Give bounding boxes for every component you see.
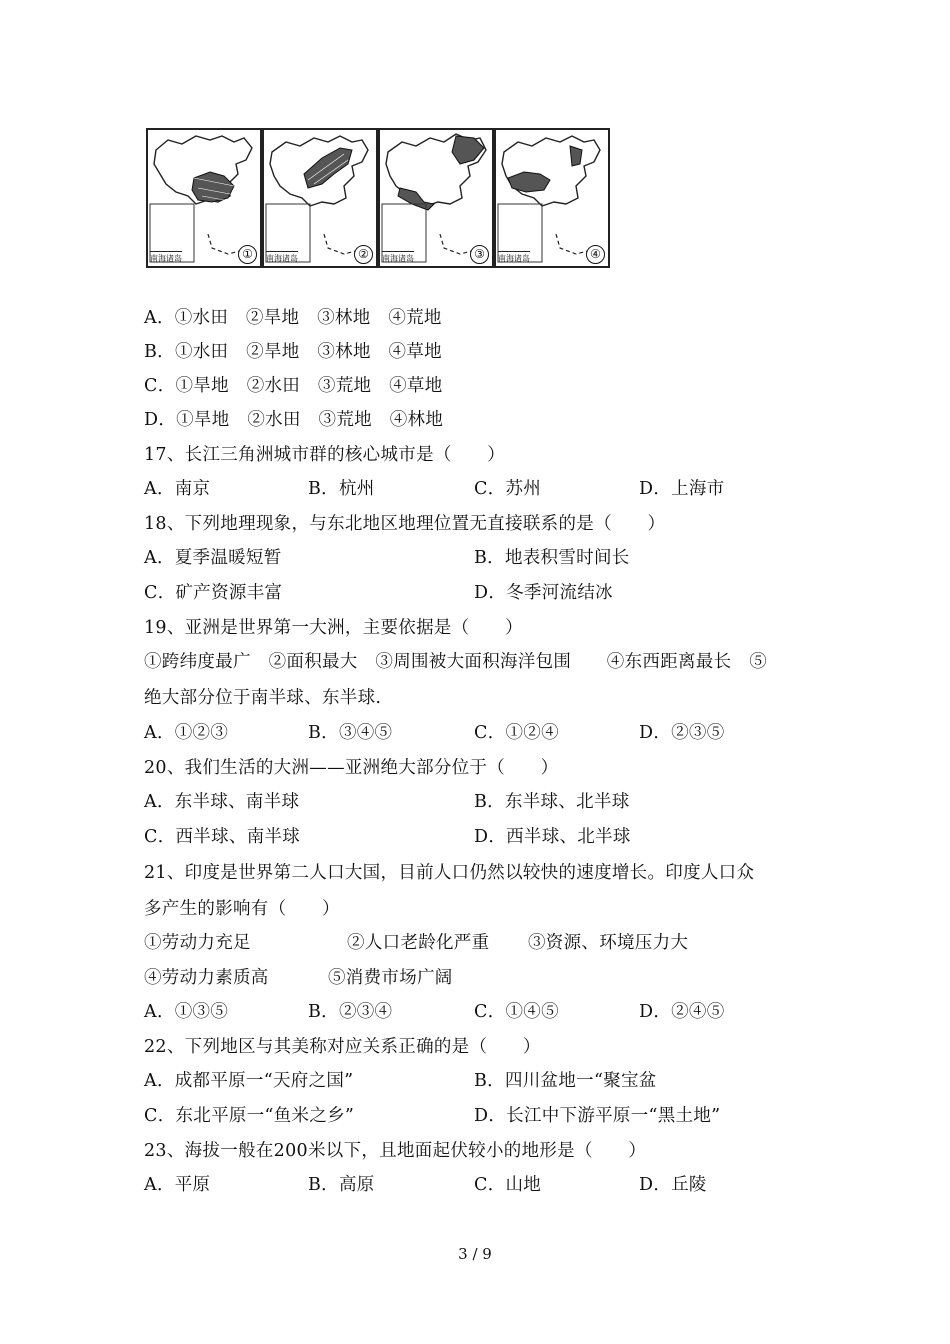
option-c: C．西半球、南半球 <box>144 827 301 847</box>
option-c: C．①④⑤ <box>474 1002 559 1022</box>
option-c: C．东北平原一“鱼米之乡” <box>144 1106 355 1126</box>
map-number: ② <box>354 245 373 264</box>
inset-label: 南海诸岛 <box>266 251 298 264</box>
option-c: C．①②④ <box>474 723 559 743</box>
map-2 <box>262 128 378 268</box>
option-d: D．西半球、北半球 <box>474 827 631 847</box>
q21-stem: 21、印度是世界第二人口大国，目前人口仍然以较快的速度增长。印度人口众 <box>144 863 755 883</box>
q16-option-c: C．①旱地 ②水田 ③荒地 ④草地 <box>144 376 443 396</box>
q16-option-d: D．①旱地 ②水田 ③荒地 ④林地 <box>144 410 444 430</box>
q22-stem: 22、下列地区与其美称对应关系正确的是（ ） <box>144 1037 541 1057</box>
q21-stem-cont: 多产生的影响有（ ） <box>144 899 340 919</box>
option-d: D．长江中下游平原一“黑土地” <box>474 1106 721 1126</box>
option-a: A．①③⑤ <box>144 1002 229 1022</box>
option-d: D．上海市 <box>639 479 725 499</box>
q16-option-b: B．①水田 ②旱地 ③林地 ④草地 <box>144 342 442 362</box>
option-d: D．②③⑤ <box>639 723 725 743</box>
item-1: ①劳动力充足 <box>144 933 251 953</box>
option-a: A．平原 <box>144 1175 211 1195</box>
map-1 <box>146 128 262 268</box>
q16-option-a: A．①水田 ②旱地 ③林地 ④荒地 <box>144 308 442 328</box>
option-b: B．地表积雪时间长 <box>474 548 630 568</box>
item-2: ②人口老龄化严重 <box>347 933 490 953</box>
option-a: A．成都平原一“天府之国” <box>144 1071 354 1091</box>
map-number: ① <box>238 245 257 264</box>
option-a: A．南京 <box>144 479 211 499</box>
option-b: B．东半球、北半球 <box>474 792 630 812</box>
item-3: ③资源、环境压力大 <box>528 933 689 953</box>
map-4 <box>494 128 610 268</box>
q18-stem: 18、下列地理现象，与东北地区地理位置无直接联系的是（ ） <box>144 514 666 534</box>
inset-label: 南海诸岛 <box>382 251 414 264</box>
q19-stem: 19、亚洲是世界第一大洲，主要依据是（ ） <box>144 618 523 638</box>
option-d: D．丘陵 <box>639 1175 707 1195</box>
map-number: ④ <box>586 245 605 264</box>
q20-stem: 20、我们生活的大洲——亚洲绝大部分位于（ ） <box>144 758 559 778</box>
option-c: C．山地 <box>474 1175 542 1195</box>
option-a: A．①②③ <box>144 723 229 743</box>
q17-stem: 17、长江三角洲城市群的核心城市是（ ） <box>144 445 506 465</box>
q19-items-cont: 绝大部分位于南半球、东半球. <box>144 688 382 708</box>
land-use-maps <box>146 128 610 268</box>
item-5: ⑤消费市场广阔 <box>328 968 453 988</box>
option-b: B．高原 <box>308 1175 375 1195</box>
option-b: B．②③④ <box>308 1002 393 1022</box>
option-b: B．③④⑤ <box>308 723 393 743</box>
inset-label: 南海诸岛 <box>150 251 182 264</box>
option-b: B．杭州 <box>308 479 375 499</box>
page-number: 3 / 9 <box>458 1245 492 1263</box>
map-3 <box>378 128 494 268</box>
option-b: B．四川盆地一“聚宝盆 <box>474 1071 657 1091</box>
option-a: A．夏季温暖短暂 <box>144 548 282 568</box>
map-number: ③ <box>470 245 489 264</box>
option-c: C．苏州 <box>474 479 542 499</box>
inset-label: 南海诸岛 <box>498 251 530 264</box>
option-a: A．东半球、南半球 <box>144 792 300 812</box>
option-d: D．②④⑤ <box>639 1002 725 1022</box>
option-c: C．矿产资源丰富 <box>144 583 283 603</box>
option-d: D．冬季河流结冰 <box>474 583 613 603</box>
item-4: ④劳动力素质高 <box>144 968 269 988</box>
q19-items: ①跨纬度最广 ②面积最大 ③周围被大面积海洋包围 ④东西距离最长 ⑤ <box>144 652 767 672</box>
q23-stem: 23、海拔一般在200米以下，且地面起伏较小的地形是（ ） <box>144 1141 647 1161</box>
